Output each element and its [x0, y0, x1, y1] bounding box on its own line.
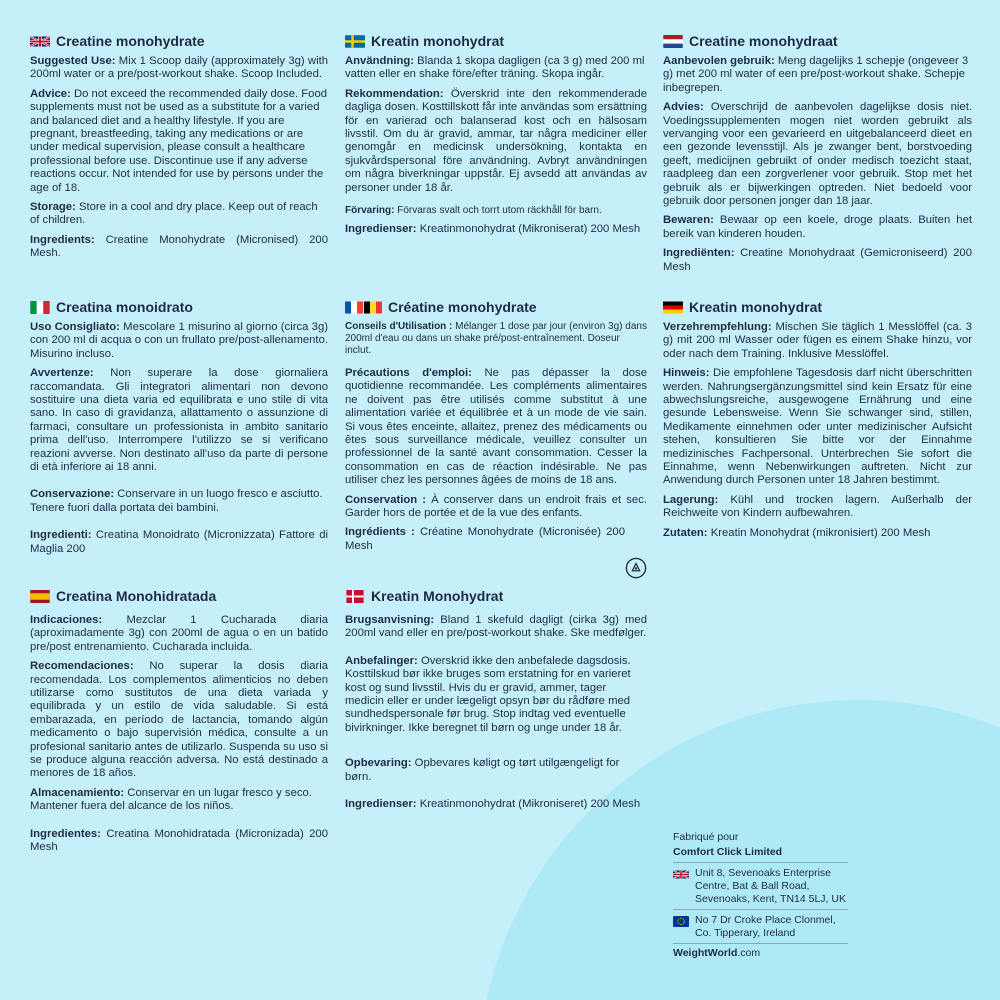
storage-paragraph: Förvaring: Förvaras svalt och torrt utom räckhåll för barn. — [345, 205, 602, 217]
section-nl — [663, 33, 972, 280]
section-title: Creatine monohydrate — [56, 33, 205, 49]
use-paragraph: Aanbevolen gebruik: Meng dagelijks 1 schepje (ongeveer 3 g) met 200 ml water of een pre/post-workout shake. Schepje inbegrepen. — [663, 55, 969, 94]
use-paragraph: Conseils d'Utilisation : Mélanger 1 dose par jour (environ 3g) dans 200ml d'eau ou dans un shake pré/post-entraînement. Doseur inclut. — [345, 321, 647, 356]
use-paragraph: Verzehrempfehlung: Mischen Sie täglich 1 Messlöffel (ca. 3 g) mit 200 ml Wasser oder fügen es einem Shake hinzu, vor oder nach dem Training. Inklusive Messlöffel. — [663, 321, 972, 360]
section-title: Kreatin monohydrat — [689, 299, 823, 315]
section-da — [345, 588, 647, 817]
section-title: Kreatin Monohydrat — [371, 588, 504, 604]
section-heading — [30, 299, 328, 315]
section-title: Creatine monohydraat — [689, 33, 838, 49]
storage-paragraph: Conservazione: Conservare in un luogo fresco e asciutto. Tenere fuori dalla portata dei bambini. — [30, 488, 323, 514]
section-title: Creatina Monohidratada — [56, 588, 217, 604]
brand-link[interactable]: WeightWorld.com — [673, 947, 761, 959]
belgium-flag-icon — [364, 301, 382, 314]
france-flag-icon — [345, 301, 363, 314]
use-paragraph: Uso Consigliato: Mescolare 1 misurino al giorno (circa 3g) con 200 ml di acqua o con un frullato pre/post-allenamento. Misurino incluso. — [30, 321, 328, 360]
section-sv — [345, 33, 647, 242]
section-heading — [345, 588, 647, 604]
section-heading — [345, 299, 647, 315]
advice-paragraph: Anbefalinger: Overskrid ikke den anbefalede dagsdosis. Kosttilskud bør ikke bruges som erstatning for en varieret kost og sund livsstil. Hvis du er gravid, ammer, tager medicin eller er under lægeligt opsyn bør du rådføre med sundhedspersonale før brug. Stop indtag ved eventuelle bivirkninger. Ikke beregnet til børn og unge under 18 år. — [345, 654, 631, 734]
ingredients-paragraph: Ingredienser: Kreatinmonohydrat (Mikroniserat) 200 Mesh — [345, 223, 641, 236]
section-it — [30, 299, 328, 562]
advice-paragraph: Advies: Overschrijd de aanbevolen dagelijkse dosis niet. Voedingssupplementen mogen niet worden gebruikt als vervanging voor een gevarieerd en uitgebalanceerd dieet en een gezonde levensstijl. Als je zwanger bent, borstvoeding geeft, medicijnen gebruikt of onder medisch toezicht staat, raadpleeg dan een zorgverlener voor gebruik. Stop met het gebruik als er bijwerkingen optreden. Niet bedoeld voor gebruik door personen jonger dan 18 jaar. — [663, 101, 972, 208]
section-heading — [663, 299, 972, 315]
divider — [673, 909, 848, 910]
advice-paragraph: Advice: Do not exceed the recommended daily dose. Food supplements must not be used as a substitute for a varied and balanced diet and a healthy lifestyle. If you are pregnant, breastfeeding, taking any medications or are under medical supervision, please consult a healthcare professional before use. Discontinue use if any adverse reactions occur. Not intended for use by persons under the age of 18. — [30, 87, 328, 194]
section-heading — [30, 33, 328, 49]
use-paragraph: Indicaciones: Mezclar 1 Cucharada diaria (aproximadamente 3g) con 200ml de agua o en un batido pre/post entrenamiento. Cucharada incluida. — [30, 614, 328, 653]
advice-paragraph: Avvertenze: Non superare la dose giornaliera raccomandata. Gli integratori alimentari non devono sostituire una dieta varia ed equilibrata e uno stile di vita sano. In caso di gravidanza, allattamento o assunzione di farmaci, consultare un professionista in ambito sanitario prima dell'uso. Interrompere l'utilizzo se si verificano reazioni avverse. Non destinato all'uso da parte di persone di età inferiore ai 18 anni. — [30, 367, 328, 474]
ingredients-paragraph: Ingredients: Creatine Monohydrate (Micronised) 200 Mesh. — [30, 233, 328, 260]
storage-paragraph: Lagerung: Kühl und trocken lagern. Außerhalb der Reichweite von Kindern aufbewahren. — [663, 493, 972, 520]
storage-paragraph: Opbevaring: Opbevares køligt og tørt utilgængeligt for børn. — [345, 757, 620, 783]
section-en — [30, 33, 328, 267]
use-paragraph: Suggested Use: Mix 1 Scoop daily (approximately 3g) with 200ml water or a pre/post-workout shake. Scoop Included. — [30, 55, 329, 81]
ingredients-paragraph: Ingrediënten: Creatine Monohydraat (Gemicroniseerd) 200 Mesh — [663, 247, 972, 273]
advice-paragraph: Hinweis: Die empfohlene Tagesdosis darf nicht überschritten werden. Nahrungsergänzungsmittel sind kein Ersatz für eine abwechslungsreiche, ausgewogene Ernährung und eine gesunde Lebensweise. Wenn Sie schwanger sind, stillen, Medikamente einnehmen oder unter medizinischer Aufsicht stehen, konsultieren Sie bitte vor der Einnahme medizinisches Fachpersonal. Unterbrechen Sie sofort die Einnahme, wenn Nebenwirkungen auftreten. Nicht zur Anwendung durch Personen unter 18 Jahren bestimmt. — [663, 367, 972, 487]
advice-paragraph: Précautions d'emploi: Ne pas dépasser la dose quotidienne recommandée. Les compléments alimentaires ne doivent pas être utilisés comme substitut à une alimentation variée et équilibrée et à un mode de vie sain. Si vous êtes enceinte, allaitez, prenez des médicaments ou êtes sous surveillance médicale, veuillez consulter un professionnel de la santé avant consommation. Cesser la consommation en cas de réaction indésirable. Ne pas utiliser chez les personnes âgées de moins de 18 ans. — [345, 367, 647, 487]
ingredients-paragraph: Ingredienti: Creatina Monoidrato (Micronizzata) Fattore di Maglia 200 — [30, 529, 328, 555]
france-belgium-flags — [345, 301, 382, 314]
sweden-flag-icon — [345, 35, 365, 48]
denmark-flag-icon — [345, 590, 365, 603]
recycle-icon — [625, 557, 647, 579]
eu-flag-icon — [673, 916, 689, 927]
section-de — [663, 299, 972, 546]
section-title: Créatine monohydrate — [388, 299, 537, 315]
uk-address: Unit 8, Sevenoaks Enterprise Centre, Bat & Ball Road, Sevenoaks, Kent, TN14 5LJ, UK — [695, 867, 846, 905]
storage-paragraph: Bewaren: Bewaar op een koele, droge plaats. Buiten het bereik van kinderen houden. — [663, 214, 972, 240]
ingredients-paragraph: Ingrédients : Créatine Monohydrate (Micronisée) 200 Mesh — [345, 526, 625, 552]
storage-paragraph: Conservation : À conserver dans un endroit frais et sec. Garder hors de portée et de la vue des enfants. — [345, 493, 647, 520]
section-title: Kreatin monohydrat — [371, 33, 505, 49]
eu-address-row — [673, 914, 873, 940]
use-paragraph: Användning: Blanda 1 skopa dagligen (ca 3 g) med 200 ml vatten eller en shake före/efter träning. Skopa ingår. — [345, 55, 645, 81]
italy-flag-icon — [30, 301, 50, 314]
section-title: Creatina monoidrato — [56, 299, 193, 315]
ingredients-paragraph: Ingredienser: Kreatinmonohydrat (Mikroniseret) 200 Mesh — [345, 798, 641, 811]
made-for-label: Fabriqué pour — [673, 831, 739, 843]
uk-flag-icon — [673, 869, 689, 880]
uk-flag-icon — [30, 35, 50, 48]
advice-paragraph: Rekommendation: Överskrid inte den rekommenderade dagliga dosen. Kosttillskott får inte användas som ersättning för en varierad och balanserad kost och en hälsosam livsstil. Om du är gravid, ammar, tar några mediciner eller genomgår en medicinsk undersökning, kontakta en sjukvårdspersonal före användning. Avbryt användningen om några biverkningar uppstår. Ej avsedd att användas av personer under 18 år. — [345, 87, 647, 194]
divider — [673, 943, 848, 944]
section-fr — [345, 299, 647, 559]
advice-paragraph: Recomendaciones: No superar la dosis diaria recomendada. Los complementos alimenticios no deben utilizarse como sustitutos de una dieta variada y equilibrada y un estilo de vida saludable. Si está embarazada, en período de lactancia, tomando algún medicamento o bajo supervisión médica, consulte a un profesional sanitario antes de utilizarlo. Suspenda su uso si se produce alguna reacción adversa. No está destinado a menores de 18 años. — [30, 660, 328, 780]
ingredients-paragraph: Ingredientes: Creatina Monohidratada (Micronizada) 200 Mesh — [30, 827, 328, 854]
section-heading — [345, 33, 647, 49]
manufacturer-footer — [673, 831, 873, 960]
company-name: Comfort Click Limited — [673, 846, 783, 858]
storage-paragraph: Almacenamiento: Conservar en un lugar fresco y seco. Mantener fuera del alcance de los niños. — [30, 786, 312, 813]
ingredients-paragraph: Zutaten: Kreatin Monohydrat (mikronisiert) 200 Mesh — [663, 526, 931, 539]
section-es — [30, 588, 328, 861]
spain-flag-icon — [30, 590, 50, 603]
uk-address-row — [673, 867, 873, 906]
eu-address: No 7 Dr Croke Place Clonmel, Co. Tipperary, Ireland — [695, 914, 836, 939]
section-heading — [30, 588, 328, 604]
germany-flag-icon — [663, 301, 683, 314]
section-heading — [663, 33, 972, 49]
use-paragraph: Brugsanvisning: Bland 1 skefuld dagligt (cirka 3g) med 200ml vand eller en pre/post-workout shake. Ske medfølger. — [345, 614, 647, 640]
netherlands-flag-icon — [663, 35, 683, 48]
storage-paragraph: Storage: Store in a cool and dry place. Keep out of reach of children. — [30, 201, 318, 227]
divider — [673, 862, 848, 863]
